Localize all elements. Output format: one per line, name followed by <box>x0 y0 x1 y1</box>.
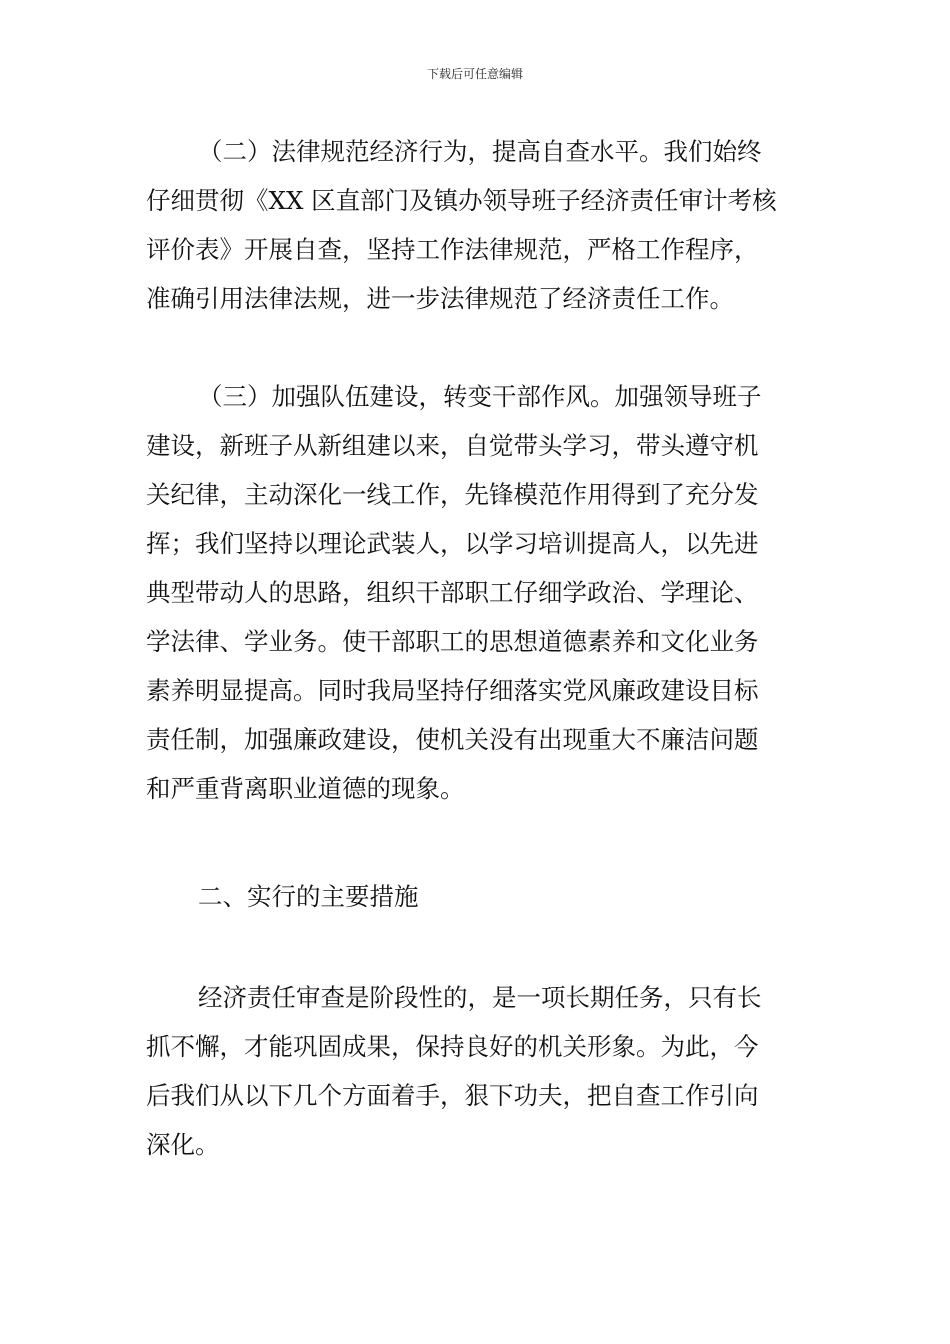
paragraph-line: 素养明显提高。同时我局坚持仔细落实党风廉政建设目标 <box>146 676 759 705</box>
paragraph-line: 后我们从以下几个方面着手，狠下功夫，把自查工作引向 <box>146 1081 759 1110</box>
paragraph-line: 建设，新班子从新组建以来，自觉带头学习，带头遵守机 <box>146 431 759 460</box>
paragraph-line: 责任制，加强廉政建设，使机关没有出现重大不廉洁问题 <box>146 725 759 754</box>
paragraph-line: 经济责任审查是阶段性的，是一项长期任务，只有长 <box>198 983 762 1012</box>
paragraph-line: 典型带动人的思路，组织干部职工仔细学政治、学理论、 <box>146 578 759 607</box>
paragraph-line: （二）法律规范经济行为，提高自查水平。我们始终 <box>198 137 762 166</box>
paragraph-3 <box>146 973 810 1169</box>
paragraph-line: 和严重背离职业道德的现象。 <box>146 774 465 803</box>
section-heading <box>146 872 810 921</box>
section-heading-text: 二、实行的主要措施 <box>198 882 419 911</box>
paragraph-line: 深化。 <box>146 1130 220 1159</box>
paragraph-line: 仔细贯彻《XX 区直部门及镇办领导班子经济责任审计考核 <box>146 186 777 215</box>
paragraph-line: 评价表》开展自查，坚持工作法律规范，严格工作程序， <box>146 235 759 264</box>
paragraph-2 <box>146 372 810 813</box>
paragraph-line: （三）加强队伍建设，转变干部作风。加强领导班子 <box>198 382 762 411</box>
paragraph-line: 准确引用法律法规，进一步法律规范了经济责任工作。 <box>146 284 734 313</box>
paragraph-line: 关纪律，主动深化一线工作，先锋模范作用得到了充分发 <box>146 480 759 509</box>
paragraph-1 <box>146 127 810 323</box>
header-note: 下载后可任意编辑 <box>426 67 523 81</box>
paragraph-line: 抓不懈，才能巩固成果，保持良好的机关形象。为此，今 <box>146 1032 759 1061</box>
paragraph-line: 学法律、学业务。使干部职工的思想道德素养和文化业务 <box>146 627 759 656</box>
paragraph-line: 挥；我们坚持以理论武装人，以学习培训提高人，以先进 <box>146 529 759 558</box>
